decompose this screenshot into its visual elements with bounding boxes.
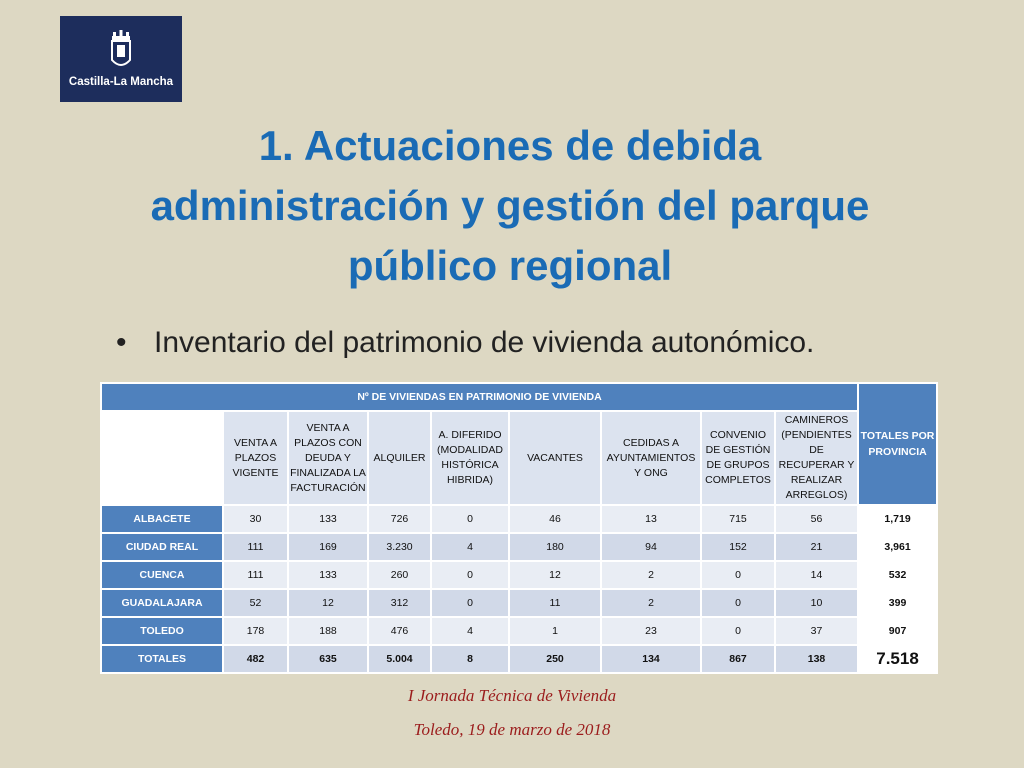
total-cell: 867 bbox=[701, 645, 775, 673]
row-label: GUADALAJARA bbox=[101, 589, 223, 617]
table-cell: 152 bbox=[701, 533, 775, 561]
title-line-2: administración y gestión del parque bbox=[150, 182, 870, 229]
table-row bbox=[101, 505, 937, 533]
totals-row bbox=[101, 645, 937, 673]
row-total: 907 bbox=[858, 617, 937, 645]
table-row bbox=[101, 561, 937, 589]
table-cell: 178 bbox=[223, 617, 288, 645]
table-cell: 4 bbox=[431, 533, 509, 561]
column-header: A. DIFERIDO (MODALIDAD HISTÓRICA HIBRIDA) bbox=[431, 411, 509, 505]
table-top-header: Nº DE VIVIENDAS EN PATRIMONIO DE VIVIENDA bbox=[101, 383, 858, 411]
table-cell: 0 bbox=[701, 589, 775, 617]
table-cell: 12 bbox=[509, 561, 601, 589]
table-cell: 133 bbox=[288, 561, 368, 589]
table-cell: 12 bbox=[288, 589, 368, 617]
bullet-text: Inventario del patrimonio de vivienda autonómico. bbox=[154, 326, 815, 359]
column-header: CEDIDAS A AYUNTAMIENTOS Y ONG bbox=[601, 411, 701, 505]
row-total: 532 bbox=[858, 561, 937, 589]
bullet-item bbox=[116, 326, 814, 360]
column-header: VENTA A PLAZOS VIGENTE bbox=[223, 411, 288, 505]
total-cell: 482 bbox=[223, 645, 288, 673]
column-header: VACANTES bbox=[509, 411, 601, 505]
column-header: CONVENIO DE GESTIÓN DE GRUPOS COMPLETOS bbox=[701, 411, 775, 505]
total-cell: 635 bbox=[288, 645, 368, 673]
empty-corner-cell bbox=[101, 411, 223, 505]
table-cell: 3.230 bbox=[368, 533, 431, 561]
table-cell: 180 bbox=[509, 533, 601, 561]
castle-crest-icon bbox=[108, 30, 134, 70]
table-cell: 14 bbox=[775, 561, 858, 589]
title-line-1: 1. Actuaciones de debida bbox=[258, 122, 762, 169]
table-row bbox=[101, 589, 937, 617]
table-cell: 476 bbox=[368, 617, 431, 645]
total-cell: 138 bbox=[775, 645, 858, 673]
table-cell: 111 bbox=[223, 561, 288, 589]
table-cell: 52 bbox=[223, 589, 288, 617]
slide-title bbox=[80, 116, 940, 296]
table-cell: 37 bbox=[775, 617, 858, 645]
totals-header: TOTALES POR PROVINCIA bbox=[858, 383, 937, 505]
footer-date: Toledo, 19 de marzo de 2018 bbox=[413, 720, 611, 739]
table-cell: 56 bbox=[775, 505, 858, 533]
row-total: 1,719 bbox=[858, 505, 937, 533]
total-cell: 134 bbox=[601, 645, 701, 673]
footer-event: I Jornada Técnica de Vivienda bbox=[407, 686, 617, 705]
table-row bbox=[101, 617, 937, 645]
table-cell: 4 bbox=[431, 617, 509, 645]
total-cell: 8 bbox=[431, 645, 509, 673]
table-cell: 188 bbox=[288, 617, 368, 645]
total-cell: 250 bbox=[509, 645, 601, 673]
table-cell: 133 bbox=[288, 505, 368, 533]
table-cell: 10 bbox=[775, 589, 858, 617]
table-cell: 0 bbox=[701, 561, 775, 589]
table-cell: 46 bbox=[509, 505, 601, 533]
row-label: CUENCA bbox=[101, 561, 223, 589]
row-label: ALBACETE bbox=[101, 505, 223, 533]
table-cell: 11 bbox=[509, 589, 601, 617]
table-cell: 169 bbox=[288, 533, 368, 561]
title-line-3: público regional bbox=[347, 242, 673, 289]
inventory-table bbox=[100, 382, 938, 674]
bullet-dot-icon: • bbox=[116, 326, 127, 359]
column-header: VENTA A PLAZOS CON DEUDA Y FINALIZADA LA FACTURACIÓN bbox=[288, 411, 368, 505]
table-cell: 1 bbox=[509, 617, 601, 645]
table-cell: 312 bbox=[368, 589, 431, 617]
table-cell: 715 bbox=[701, 505, 775, 533]
row-label: TOLEDO bbox=[101, 617, 223, 645]
table-cell: 2 bbox=[601, 589, 701, 617]
row-total: 399 bbox=[858, 589, 937, 617]
table-cell: 30 bbox=[223, 505, 288, 533]
table-row bbox=[101, 533, 937, 561]
column-header: CAMINEROS (PENDIENTES DE RECUPERAR Y REALIZAR ARREGLOS) bbox=[775, 411, 858, 505]
table-cell: 13 bbox=[601, 505, 701, 533]
table-cell: 0 bbox=[431, 561, 509, 589]
table-cell: 111 bbox=[223, 533, 288, 561]
table-cell: 94 bbox=[601, 533, 701, 561]
grand-total: 7.518 bbox=[858, 645, 937, 673]
table-cell: 23 bbox=[601, 617, 701, 645]
castilla-la-mancha-logo bbox=[60, 16, 182, 102]
logo-text: Castilla-La Mancha bbox=[68, 76, 174, 88]
table-cell: 726 bbox=[368, 505, 431, 533]
table-cell: 0 bbox=[701, 617, 775, 645]
row-total: 3,961 bbox=[858, 533, 937, 561]
table-cell: 260 bbox=[368, 561, 431, 589]
table-cell: 0 bbox=[431, 505, 509, 533]
table-cell: 21 bbox=[775, 533, 858, 561]
table-cell: 0 bbox=[431, 589, 509, 617]
row-label: TOTALES bbox=[101, 645, 223, 673]
total-cell: 5.004 bbox=[368, 645, 431, 673]
row-label: CIUDAD REAL bbox=[101, 533, 223, 561]
column-header: ALQUILER bbox=[368, 411, 431, 505]
table-cell: 2 bbox=[601, 561, 701, 589]
